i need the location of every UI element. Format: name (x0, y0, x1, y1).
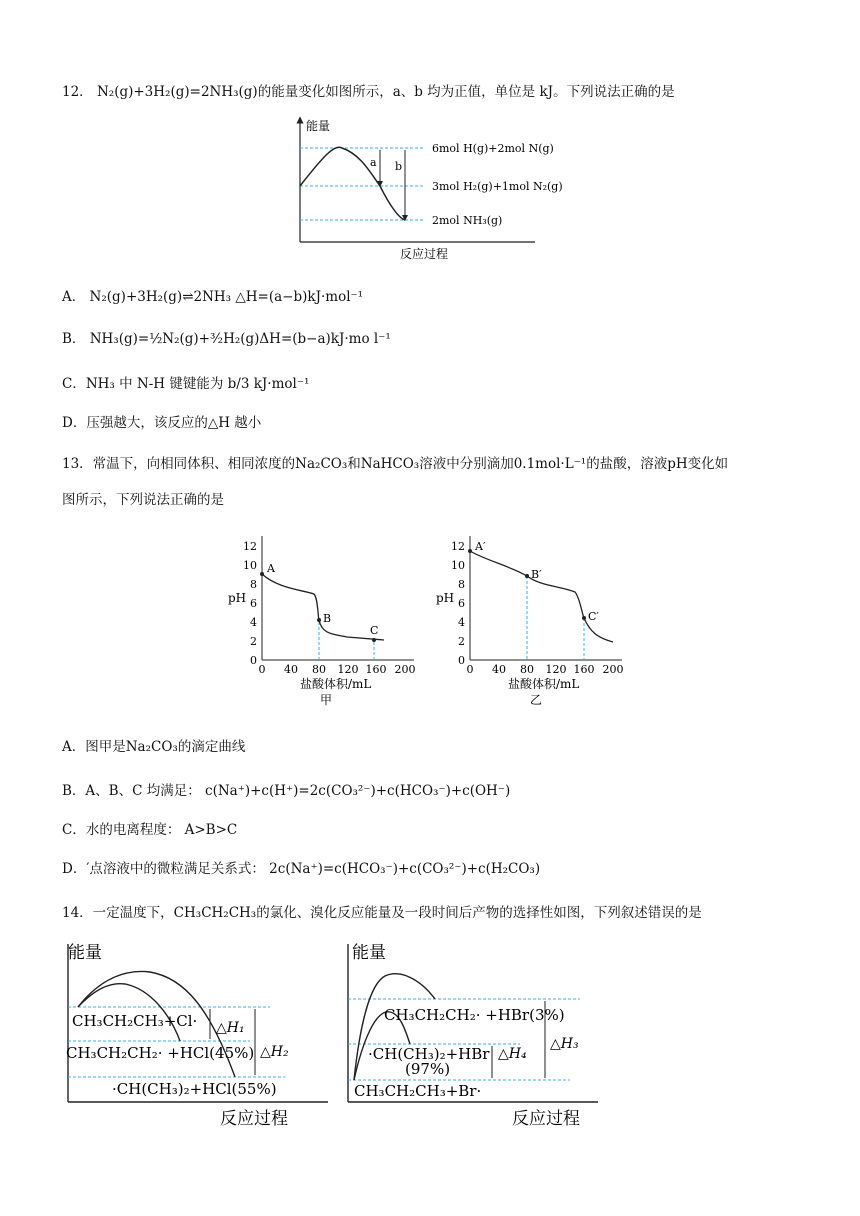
ytick: 0 (458, 654, 465, 667)
point-label: B′ (531, 568, 542, 581)
q14-left-y-axis: 能量 (68, 943, 102, 963)
q14-dh2: △H₂ (260, 1044, 289, 1060)
ytick: 8 (458, 578, 465, 591)
q14-left-level-1: CH₃CH₂CH₃+Cl· (72, 1012, 198, 1030)
ytick: 8 (250, 578, 257, 591)
ytick: 4 (250, 616, 257, 629)
xtick: 40 (492, 663, 506, 676)
point-label: C′ (588, 610, 599, 623)
ytick: 10 (243, 559, 257, 572)
xtick: 80 (312, 663, 326, 676)
xtick: 80 (520, 663, 534, 676)
xtick: 120 (337, 663, 359, 676)
q13-stem-2: 图所示，下列说法正确的是 (62, 492, 224, 508)
q14-dh1: △H₁ (216, 1020, 245, 1036)
q13-chart-right (430, 530, 630, 708)
ytick: 10 (451, 559, 465, 572)
xtick: 40 (284, 663, 298, 676)
q12-y-axis: 能量 (306, 119, 331, 133)
q12-option-d: D．压强越大，该反应的△H 越小 (62, 415, 262, 431)
ytick: 6 (250, 597, 257, 610)
q14-right-level-1: CH₃CH₂CH₂· +HBr(3%) (384, 1006, 565, 1024)
xtick: 160 (365, 663, 387, 676)
q14-right-x-axis: 反应过程 (512, 1109, 580, 1129)
q13-option-b: B．A、B、C 均满足： c(Na⁺)+c(H⁺)=2c(CO₃²⁻)+c(HCO₃⁻)+c(OH⁻) (62, 783, 511, 799)
xtick: 200 (602, 663, 624, 676)
q14-right-level-3: CH₃CH₂CH₃+Br· (354, 1082, 482, 1100)
point-label: B (323, 612, 332, 625)
q14-bromination-diagram (340, 934, 600, 1130)
point-label: C (370, 624, 379, 637)
q14-left-level-3: ·CH(CH₃)₂+HCl(55%) (112, 1080, 277, 1098)
q14-left-level-2: CH₃CH₂CH₂· +HCl(45%) (66, 1044, 255, 1062)
q14-left-x-axis: 反应过程 (220, 1109, 288, 1129)
q13-option-a: A．图甲是Na₂CO₃的滴定曲线 (62, 739, 246, 755)
xtick: 0 (466, 663, 474, 676)
q12-energy-diagram (290, 114, 590, 264)
q13-right-ylabel: pH (436, 591, 455, 605)
q14-right-level-2: ·CH(CH₃)₂+HBr (368, 1045, 490, 1063)
q12-stem: 12． N₂(g)+3H₂(g)=2NH₃(g)的能量变化如图所示，a、b 均为正值，单位是 kJ。下列说法正确的是 (62, 84, 675, 100)
q13-option-d: D．′点溶液中的微粒满足关系式： 2c(Na⁺)=c(HCO₃⁻)+c(CO₃²⁻)+c(H₂CO₃) (62, 861, 541, 877)
q14-chlorination-diagram (60, 934, 330, 1130)
ytick: 12 (243, 540, 257, 553)
ytick: 6 (458, 597, 465, 610)
q14-stem: 14．一定温度下，CH₃CH₂CH₃的氯化、溴化反应能量及一段时间后产物的选择性如图，下列叙述错误的是 (62, 905, 702, 921)
ytick: 0 (250, 654, 257, 667)
q14-dh3: △H₃ (550, 1036, 579, 1052)
ytick: 12 (451, 540, 465, 553)
xtick: 0 (258, 663, 266, 676)
xtick: 200 (394, 663, 416, 676)
q13-option-c: C．水的电离程度： A>B>C (62, 822, 238, 838)
q12-option-b: B． NH₃(g)=½N₂(g)+³⁄₂H₂(g)ΔH=(b−a)kJ·mo l⁻¹ (62, 331, 391, 347)
q13-chart-left (222, 530, 422, 708)
point-label: A (267, 562, 275, 575)
q13-right-caption: 乙 (530, 693, 543, 707)
q13-left-xlabel: 盐酸体积/mL (300, 677, 372, 691)
q14-right-level-2b: (97%) (405, 1060, 451, 1078)
q12-option-a: A． N₂(g)+3H₂(g)⇌2NH₃ △H=(a−b)kJ·mol⁻¹ (62, 289, 364, 305)
ytick: 2 (458, 635, 465, 648)
q12-level-mid: 3mol H₂(g)+1mol N₂(g) (432, 180, 563, 193)
xtick: 160 (573, 663, 595, 676)
ytick: 2 (250, 635, 257, 648)
q14-right-y-axis: 能量 (352, 943, 386, 963)
q12-option-c: C．NH₃ 中 N-H 键键能为 b/3 kJ·mol⁻¹ (62, 376, 310, 392)
q12-level-low: 2mol NH₃(g) (432, 214, 503, 227)
q13-left-caption: 甲 (320, 693, 333, 707)
q12-level-top: 6mol H(g)+2mol N(g) (432, 142, 554, 155)
q13-left-ylabel: pH (228, 591, 247, 605)
ytick: 4 (458, 616, 465, 629)
point-label: A′ (475, 540, 486, 553)
q13-stem: 13．常温下，向相同体积、相同浓度的Na₂CO₃和NaHCO₃溶液中分别滴加0.1mol·L⁻¹的盐酸，溶液pH变化如 (62, 456, 729, 472)
q12-x-axis: 反应过程 (400, 247, 449, 261)
q13-right-xlabel: 盐酸体积/mL (508, 677, 580, 691)
xtick: 120 (545, 663, 567, 676)
q12-label-b: b (395, 160, 403, 173)
q12-label-a: a (370, 156, 377, 169)
q14-dh4: △H₄ (498, 1046, 527, 1062)
